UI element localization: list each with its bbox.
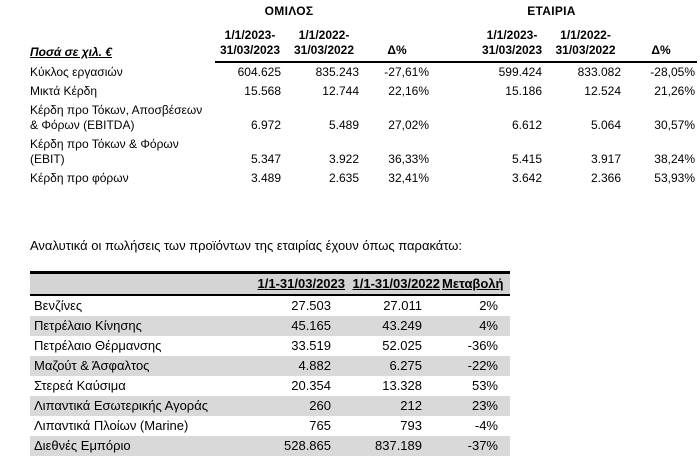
spacer-cell [431, 101, 478, 135]
group-value-2022: 2.635 [328, 171, 359, 185]
empty-cell [30, 2, 215, 28]
spacer-cell [431, 28, 478, 62]
group-value-2023: 604.625 [237, 65, 281, 79]
company-value-2023: 3.642 [511, 171, 542, 185]
company-delta-value: 30,57% [654, 118, 695, 132]
sales-row [30, 356, 510, 376]
group-value-2023: 3.489 [250, 171, 281, 185]
sales-row [30, 336, 510, 356]
product-value-2023: 33.519 [291, 338, 331, 353]
empty-cell [431, 2, 478, 28]
product-value-2022: 212 [400, 398, 422, 413]
product-value-2023: 20.354 [291, 378, 331, 393]
product-value-2023: 27.503 [291, 298, 331, 313]
sales-row [30, 436, 510, 456]
group-value-2022: 3.922 [328, 152, 359, 166]
company-delta-value: 38,24% [654, 152, 695, 166]
product-change-value: -37% [467, 438, 498, 453]
product-value-2022: 27.011 [383, 298, 422, 313]
group-delta-value: 36,33% [388, 152, 429, 166]
metric-label: Κύκλος εργασιών [30, 65, 123, 79]
product-value-2022: 793 [400, 418, 422, 433]
period-line: 31/03/2022 [555, 43, 616, 57]
group-header: ΟΜΙΛΟΣ [264, 4, 314, 18]
group-value-2023: 6.972 [250, 118, 281, 132]
company-value-2023: 5.415 [511, 152, 542, 166]
product-label: Διεθνές Εμπόριο [34, 438, 131, 453]
group-value-2022: 5.489 [328, 118, 359, 132]
product-label: Λιπαντικά Πλοίων (Marine) [34, 418, 189, 433]
company-delta-value: 53,93% [654, 171, 695, 185]
group-value-2022: 835.243 [315, 65, 359, 79]
period-line: 1/1/2022- [298, 28, 350, 42]
product-label: Μαζούτ & Άσφαλτος [34, 358, 150, 373]
product-change-value: 53% [471, 378, 498, 393]
company-value-2022: 833.082 [577, 65, 621, 79]
spacer-cell [431, 135, 478, 169]
company-value-2022: 2.366 [590, 171, 621, 185]
period-line: 1/1/2022- [560, 28, 611, 42]
group-delta-value: 32,41% [388, 171, 429, 185]
company-period-2022-header [546, 28, 625, 62]
product-value-2022: 43.249 [382, 318, 422, 333]
financial-report-page [0, 2, 700, 453]
group-period-2023-header [215, 28, 285, 62]
summary-row [30, 135, 697, 169]
empty-cell [363, 2, 431, 28]
product-value-2023: 4.882 [298, 358, 331, 373]
company-delta-header: Δ% [625, 28, 697, 62]
group-delta-value: 27,02% [388, 118, 429, 132]
metric-label: Μικτά Κέρδη [30, 84, 98, 98]
sales-row [30, 416, 510, 436]
summary-row [30, 169, 697, 188]
product-value-2023: 765 [309, 418, 331, 433]
product-change-value: 2% [479, 298, 498, 313]
product-change-value: 4% [479, 318, 498, 333]
product-change-value: 23% [471, 398, 498, 413]
period-line: 31/03/2023 [481, 43, 543, 57]
product-change-value: -36% [467, 338, 498, 353]
metric-label: Κέρδη προ Τόκων & Φόρων (EBIT) [30, 137, 179, 166]
company-value-2022: 3.917 [590, 152, 621, 166]
group-value-2023: 5.347 [250, 152, 281, 166]
period-header-row [30, 28, 697, 62]
period-line: 1/1/2023- [486, 28, 538, 42]
company-period-2023-header [478, 28, 546, 62]
spacer-cell [431, 169, 478, 188]
spacer-cell [431, 82, 478, 101]
period-line: 31/03/2023 [219, 43, 281, 57]
product-value-2022: 6.275 [389, 358, 422, 373]
summary-row [30, 62, 697, 82]
sales-2023-header: 1/1-31/03/2023 [252, 273, 347, 296]
summary-row [30, 101, 697, 135]
product-label: Βενζίνες [34, 298, 83, 313]
group-delta-value: -27,61% [384, 65, 429, 79]
sales-intro-text: Αναλυτικά οι πωλήσεις των προϊόντων της εταιρίας έχουν όπως παρακάτω: [30, 238, 463, 253]
group-delta-header: Δ% [363, 28, 431, 62]
product-value-2022: 52.025 [382, 338, 422, 353]
entity-header-row [30, 2, 697, 28]
product-value-2022: 13.328 [382, 378, 422, 393]
sales-change-header: Μεταβολή [442, 273, 510, 296]
product-label: Πετρέλαιο Κίνησης [34, 318, 142, 333]
group-period-2022-header [285, 28, 363, 62]
financial-summary-table [30, 2, 697, 188]
amounts-unit-label: Ποσά σε χιλ. € [30, 45, 113, 59]
product-change-value: -4% [474, 418, 498, 433]
company-value-2023: 599.424 [498, 65, 542, 79]
period-line: 31/03/2022 [293, 43, 355, 57]
sales-table-body [30, 295, 510, 456]
company-value-2023: 6.612 [511, 118, 542, 132]
spacer-cell [431, 62, 478, 82]
group-value-2022: 12.744 [322, 84, 359, 98]
sales-row [30, 316, 510, 336]
sales-row [30, 295, 510, 316]
product-value-2023: 528.865 [284, 438, 331, 453]
summary-table-body [30, 62, 697, 188]
product-label: Στερεά Καύσιμα [34, 378, 126, 393]
product-value-2023: 260 [309, 398, 331, 413]
sales-row [30, 396, 510, 416]
period-line: 1/1/2023- [224, 28, 276, 42]
company-delta-value: 21,26% [654, 84, 695, 98]
empty-header-cell [30, 273, 252, 296]
group-value-2023: 15.568 [244, 84, 281, 98]
company-value-2022: 5.064 [590, 118, 621, 132]
product-value-2023: 45.165 [291, 318, 331, 333]
summary-row [30, 82, 697, 101]
metric-label: Κέρδη προ φόρων [30, 171, 129, 185]
product-sales-table [30, 271, 510, 456]
metric-label: Κέρδη προ Τόκων, Αποσβέσεων & Φόρων (EBITDA) [30, 103, 203, 132]
company-value-2022: 12.524 [584, 84, 621, 98]
sales-2022-header: 1/1-31/03/2022 [347, 273, 442, 296]
sales-header-row [30, 273, 510, 296]
empty-cell [625, 2, 697, 28]
product-label: Πετρέλαιο Θέρμανσης [34, 338, 162, 353]
sales-row [30, 376, 510, 396]
product-label: Λιπαντικά Εσωτερικής Αγοράς [34, 398, 208, 413]
company-delta-value: -28,05% [650, 65, 695, 79]
company-value-2023: 15.186 [505, 84, 542, 98]
group-delta-value: 22,16% [388, 84, 429, 98]
company-header: ΕΤΑΙΡΙΑ [527, 4, 576, 18]
product-change-value: -22% [467, 358, 498, 373]
product-value-2022: 837.189 [375, 438, 422, 453]
